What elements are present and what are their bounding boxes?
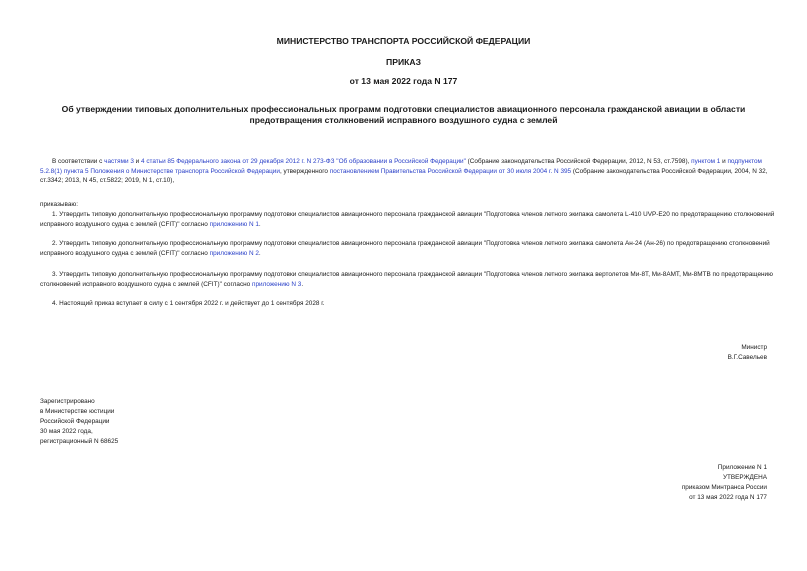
appendix-line: приказом Минтранса России [681,484,767,491]
basis-text: В соответствии с [52,158,105,165]
appendix-line: УТВЕРЖДЕНА [722,474,767,481]
appendix-3-link[interactable]: приложению N 3 [252,280,302,288]
link-regulation-ministry[interactable]: подпунктом 5.2.8(1) пункта 5 Положения о Министерстве транспорта Российской Федерации [40,158,762,175]
registration-line: 30 мая 2022 года, [40,428,93,435]
appendix-1-link[interactable]: приложению N 1 [209,220,259,228]
registration-line: Российской Федерации [40,418,110,425]
registration-line: регистрационный N 68625 [40,438,119,445]
item-end: . [258,249,261,257]
item-text: 2. Утвердить типовую дополнительную профессиональную программу подготовки специалистов авиационного персонала гражданской авиации "Подготовка членов летного экипажа самолета Ан-24 (Ан-26) по предотвращению столкновений исправного воздушного судна с землей (CFIT)" согласно [40,240,770,257]
item-text: 3. Утвердить типовую дополнительную профессиональную программу подготовки специалистов авиационного персонала гражданской авиации "Подготовка членов летного экипажа вертолетов Ми-8Т, Ми-8АМТ, Ми-8МТВ по предотвращению столкновений исправного воздушного судна с землей (CFIT)" согласно [40,271,773,288]
order-item-1 [40,210,775,229]
order-item-2 [40,239,775,258]
registration-line: Зарегистрировано [40,398,95,405]
order-item-3 [40,270,775,289]
order-date-number: от 13 мая 2022 года N 177 [349,76,458,86]
appendix-line: Приложение N 1 [717,464,767,471]
basis-text: (Собрание законодательства Российской Федерации, 2004, N 32, ст.3342; 2013, N 45, ст.5822; 2019, N 1, ст.10), [40,167,768,185]
item-end: . [258,220,261,228]
law-link-part3[interactable]: частями 3 [104,158,134,165]
order-word: приказываю: [40,201,78,208]
legal-basis-paragraph [40,157,775,186]
basis-text: , утвержденного [279,167,330,175]
item-end: . [301,280,304,288]
link-government-decree[interactable]: постановлением Правительства Российской Федерации от 30 июля 2004 г. N 395 [329,167,572,175]
basis-text: (Собрание законодательства Российской Федерации, 2012, N 53, ст.7598), [465,158,692,165]
signature-name: В.Г.Савельев [727,354,767,361]
order-item-4: 4. Настоящий приказ вступает в силу с 1 сентября 2022 г. и действует до 1 сентября 2028 г. [52,300,325,307]
document-type: ПРИКАЗ [386,57,421,67]
registration-line: в Министерстве юстиции [40,408,115,415]
item-text: 1. Утвердить типовую дополнительную профессиональную программу подготовки специалистов авиационного персонала гражданской авиации "Подготовка членов летного экипажа самолета L-410 UVP-E20 по предотвращению столкновений исправного воздушного судна с землей (CFIT)" согласно [40,211,775,228]
link-point-1[interactable]: пунктом 1 [691,158,721,165]
law-link-education-act[interactable]: 4 статьи 85 Федерального закона от 29 декабря 2012 г. N 273-ФЗ "Об образовании в Российской Федерации" [141,158,466,165]
appendix-2-link[interactable]: приложению N 2 [209,249,259,257]
appendix-line: от 13 мая 2022 года N 177 [689,494,767,501]
signature-position: Министр [741,344,767,351]
ministry-heading: МИНИСТЕРСТВО ТРАНСПОРТА РОССИЙСКОЙ ФЕДЕРАЦИИ [276,36,531,46]
basis-text: и [720,158,728,165]
registration-block [40,397,118,447]
appendix-header [682,463,767,503]
basis-text: и [133,158,142,165]
order-title: Об утверждении типовых дополнительных профессиональных программ подготовки специалистов авиационного персонала гражданской авиации в области предотвращения столкновений исправного воздушного судна с землей [61,104,746,125]
